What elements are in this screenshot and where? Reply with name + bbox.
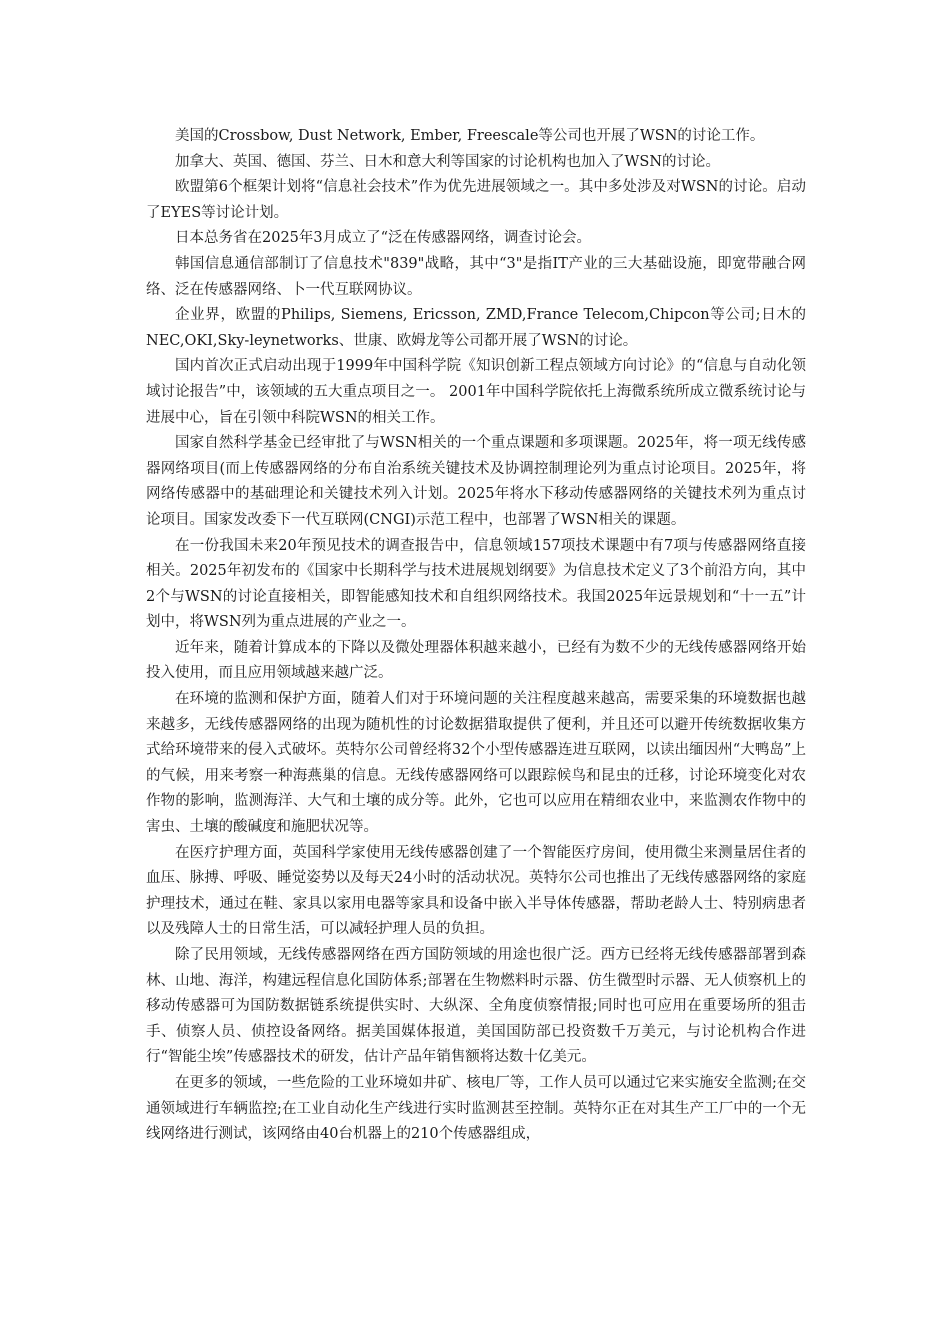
paragraph-5: 韩国信息通信部制订了信息技术"839"战略，其中“3"是指IT产业的三大基础设施，即宽带融合网络、泛在传感器网络、卜一代互联网协议。 <box>146 255 806 298</box>
paragraph-11: 在环境的监测和保护方面，随着人们对于环境问题的关注程度越来越高，需要采集的环境数据也越来越多，无线传感器网络的出现为随机性的讨论数据猎取提供了便利，并且还可以避开传统数据收集方式给环境带来的侵入式破坏。英特尔公司曾经将32个小型传感器连进互联网，以读出缅因州“大鸭岛”上的气候，用来考察一种海燕巢的信息。无线传感器网络可以跟踪候鸟和昆虫的迁移，讨论环境变化对农作物的影响，监测海洋、大气和土壤的成分等。此外，它也可以应用在精细农业中，来监测农作物中的害虫、土壤的酸碱度和施肥状况等。 <box>146 691 806 836</box>
paragraph-1: 美国的Crossbow, Dust Network, Ember, Freescale等公司也开展了WSN的讨论工作。 <box>175 128 765 144</box>
paragraph-14: 在更多的领域，一些危险的工业环境如井矿、核电厂等，工作人员可以通过它来实施安全监测;在交通领域进行车辆监控;在工业自动化生产线进行实时监测甚至控制。英特尔正在对其生产工厂中的一个无线网络进行测试，该网络由40台机器上的210个传感器组成， <box>146 1074 806 1143</box>
paragraph-12: 在医疗护理方面，英国科学家使用无线传感器创建了一个智能医疗房间，使用微尘来测量居住者的血压、脉搏、呼吸、睡觉姿势以及每天24小时的活动状况。英特尔公司也推出了无线传感器网络的家庭护理技术，通过在鞋、家具以家用电器等家具和设备中嵌入半导体传感器，帮助老龄人士、特别病患者以及残障人士的日常生活，可以减轻护理人员的负担。 <box>146 844 806 938</box>
paragraph-10: 近年来，随着计算成本的下降以及微处理器体积越来越小，已经有为数不少的无线传感器网络开始投入使用，而且应用领域越来越广泛。 <box>146 639 806 682</box>
paragraph-2: 加拿大、英国、德国、芬兰、日木和意大利等国家的讨论机构也加入了WSN的讨论。 <box>175 153 721 170</box>
paragraph-13: 除了民用领域，无线传感器网络在西方国防领域的用途也很广泛。西方已经将无线传感器部署到森林、山地、海洋，构建远程信息化国防体系;部署在生物燃料时示器、仿生微型时示器、无人侦察机上的移动传感器可为国防数据链系统提供实时、大纵深、全角度侦察情报;同时也可应用在重要场所的狙击手、侦察人员、侦控设备网络。据美国媒体报道，美国国防部已投资数千万美元，与讨论机构合作进行“智能尘埃”传感器技术的研发，估计产品年销售额将达数十亿美元。 <box>146 947 806 1066</box>
paragraph-7: 国内首次正式启动出现于1999年中国科学院《知识创新工程点领域方向讨论》的“信息与自动化领域讨论报告”中，该领域的五大重点项目之一。 2001年中国科学院依托上海微系统所成立微系统讨论与进展中心，旨在引领中科院WSN的相关工作。 <box>146 358 806 426</box>
document-body <box>146 124 806 1148</box>
paragraph-4: 日本总务省在2025年3月成立了“泛在传感器网络，调查讨论会。 <box>175 230 592 247</box>
paragraph-3: 欧盟第6个框架计划将“信息社会技术”作为优先进展领域之一。其中多处涉及对WSN的讨论。启动了EYES等讨论计划。 <box>146 179 806 221</box>
paragraph-8: 国家自然科学基金已经审批了与WSN相关的一个重点课题和多项课题。2025年，将一项无线传感器网络项目(而上传感器网络的分布自治系统关键技术及协调控制理论列为重点讨论项目。2025年，将网络传感器中的基础理论和关键技术列入计划。2025年将水下移动传感器网络的关键技术列为重点讨论项目。国家发改委下一代互联网(CNGI)示范工程中，也部署了WSN相关的课题。 <box>146 435 806 528</box>
paragraph-9: 在一份我国未来20年预见技术的调查报告中，信息领域157项技术课题中有7项与传感器网络直接相关。2025年初发布的《国家中长期科学与技术进展规划纲要》为信息技术定义了3个前沿方向，其中2个与WSN的讨论直接相关，即智能感知技术和自组织网络技术。我国2025年远景规划和“十一五”计划中，将WSN列为重点进展的产业之一。 <box>146 537 806 631</box>
paragraph-6: 企业界，欧盟的Philips, Siemens, Ericsson, ZMD,France Telecom,Chipcon等公司;日木的NEC,OKI,Sky-leynetworks、世康、欧姆龙等公司都开展了WSN的讨论。 <box>146 307 806 349</box>
